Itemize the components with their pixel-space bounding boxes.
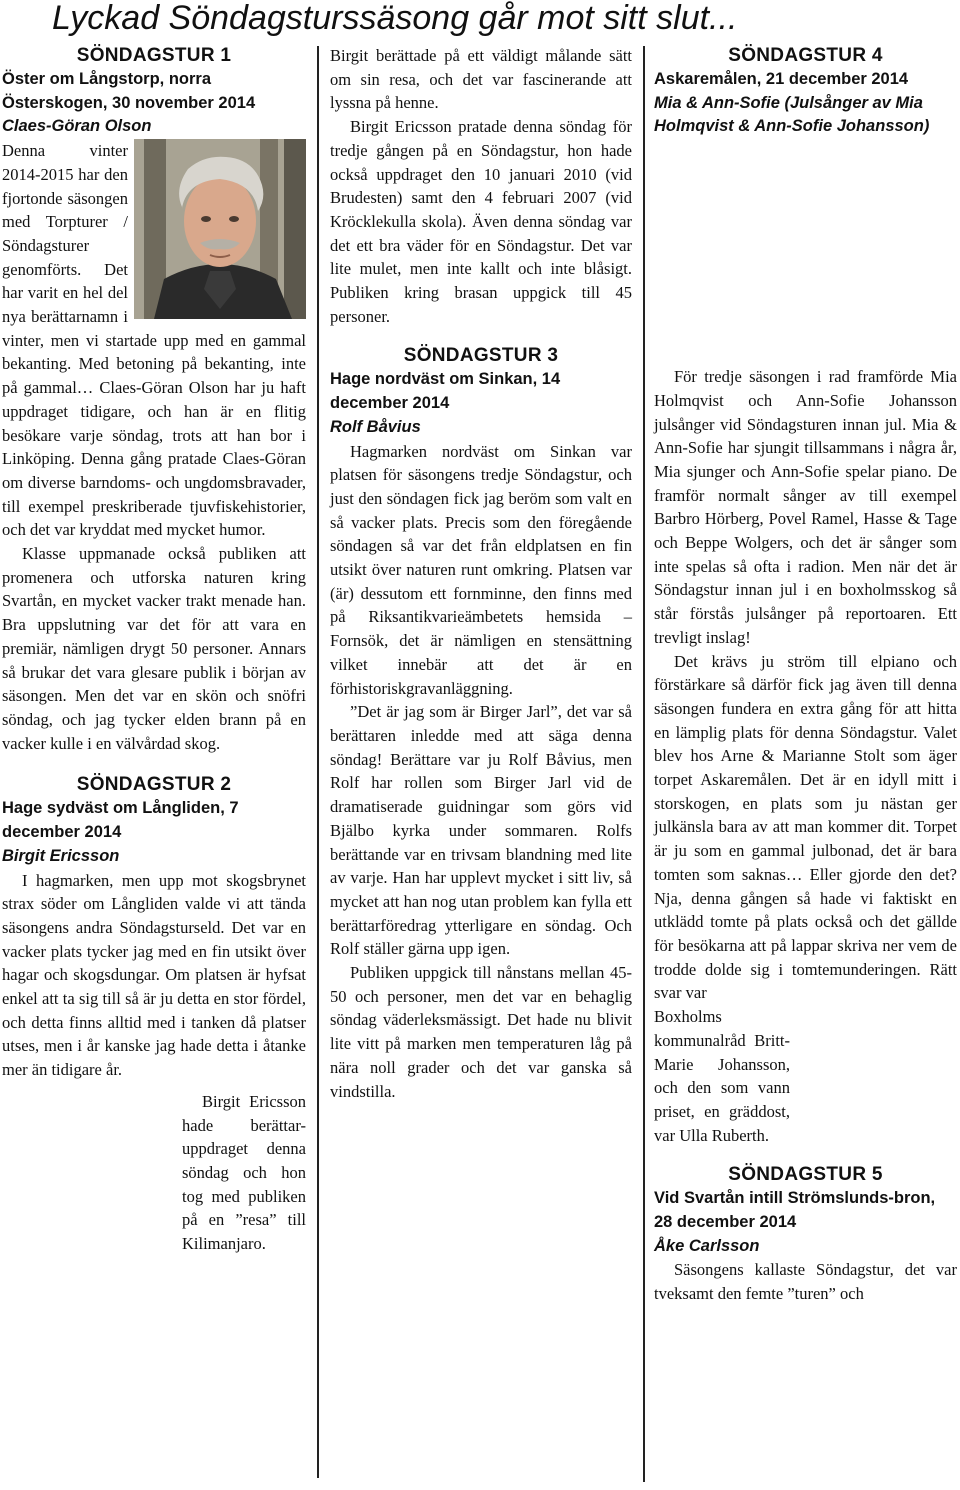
section-1-author: Claes-Göran Olson	[2, 117, 152, 136]
section-3-paragraph-2: ”Det är jag som är Birger Jarl”, det var så berättaren inledde med att säga denna söndag! Berättare var ju Rolf Båvius, men Rolf har rollen som Birger Jarl vid de dramatiserade guidningar som görs vid Bjälbo kyrka under sommaren. Rolfs berättande var en trivsam blandning med lite av varje. Han har upplevt mycket i sitt liv, så mycket att han nog utan problem kan fylla ett berättarföredrag ytterligare en söndag. Och Rolf ställer gärna upp igen.	[330, 702, 632, 959]
section-4-paragraph-1: För tredje säsongen i rad framförde Mia Holmqvist och Ann-Sofie Johansson julsånger vid Söndagsturen innan jul. Mia & Ann-Sofie har sjungit tillsammans i några år, Mia sjunger och Ann-Sofie spelar piano. De framför normalt sånger av till exempel Barbro Hörberg, Povel Ramel, Hasse & Tage och Beppe Wolgers, och det är sånger som inte spelas så ofta i radion. Men när det är Söndagstur innan jul i en boxholmsskog så står förstås julsånger på reportoaren. Ett trevligt inslag!	[654, 367, 957, 647]
section-4-spacer	[654, 139, 957, 365]
section-1-place: Öster om Långstorp, norra Österskogen, 30 november 2014	[2, 70, 256, 112]
column-3	[654, 44, 957, 1306]
section-4-paragraph-3: Boxholms kommunalråd Britt-Marie Johansson, och den som vann priset, en gräddost, var Ulla Ruberth.	[654, 1007, 790, 1145]
column-divider-right	[643, 46, 645, 1482]
section-5-place: Vid Svartån intill Strömslunds-bron, 28 december 2014	[654, 1189, 936, 1232]
section-5-heading: SÖNDAGSTUR 5	[728, 1164, 883, 1186]
column-2	[330, 44, 632, 1103]
section-3-paragraph-1: Hagmarken nordväst om Sinkan var platsen för säsongens tredje Söndagstur, och just den söndagen fick jag beröm som valt en så vacker plats. Precis som den föregående söndagen så var det från eldplatsen en fin utsikt över naturen runt omkring. Platsen var (är) dessutom ett fornminne, den finns med på Riksantikvarieämbetets hemsida – Fornsök, det är nämligen en stensättning vilket innebär att det är en förhistoriskgravanläggning.	[330, 441, 632, 698]
section-3-author: Rolf Båvius	[330, 417, 421, 436]
portrait-photo	[134, 139, 306, 319]
portrait-illustration	[134, 139, 306, 319]
section-2-heading: SÖNDAGSTUR 2	[76, 774, 232, 796]
section-2-place: Hage sydväst om Långliden, 7 december 2014	[2, 799, 239, 842]
page-title: Lyckad Söndagsturssäsong går mot sitt slut...	[52, 0, 738, 37]
section-4-author: Mia & Ann-Sofie (Julsånger av Mia Holmqvist & Ann-Sofie Johansson)	[654, 93, 930, 136]
section-1-paragraph-2: Klasse uppmanade också publiken att promenera och utforska naturen kring Svartån, en mycket vacker trakt menade han. Bra uppslutning var det för att vara en premiär, nämligen drygt 50 personer. Annars så brukar det vara glesare publik i början av säsongen. Men det var en skön och snöfri söndag, och jag tycker elden brann på en vacker kulle i en välvårdad skog.	[2, 544, 306, 753]
section-3-heading: SÖNDAGSTUR 3	[403, 345, 559, 367]
column-1	[2, 44, 306, 1256]
section-2-paragraph-1: I hagmarken, men upp mot skogsbrynet strax söder om Långliden valde vi att tända säsongens andra Söndagsturseld. Det var en vacker plats tycker jag med en fin utsikt över hagar och skogsdungar. Om platsen är hyfsat enkel att ta sig till så är ju detta en stor fördel, och detta finns alltid med i tanken då platser utses, men i år kanske jag hade detta i åtanke mer än tidigare år.	[2, 870, 306, 1080]
section-5-author: Åke Carlsson	[654, 1236, 760, 1255]
section-4-heading: SÖNDAGSTUR 4	[728, 45, 883, 66]
section-2-paragraph-2-wrap	[182, 1090, 306, 1256]
section-1-paragraph-1: Denna vinter 2014-2015 har den fjortonde säsongen med Torpturer / Söndagsturer genomförts. Det har varit en hel del nya berättarnamn i vinter, men vi startade upp med en gammal bekanting. Med betoning på bekanting, inte på gammal… Claes-Göran Olson har ju haft uppdraget tidigare, och han är en flitig besökare varje söndag, trots att han bor i Linköping. Denna gång pratade Claes-Göran om diverse barndoms- och ungdomsbravader, till exempel preskriberade tjuvfiskehistorier, och det var kryddat med mycket humor.	[2, 141, 306, 540]
column-divider-left	[317, 46, 319, 1478]
section-1-heading: SÖNDAGSTUR 1	[76, 45, 232, 66]
section-4-place: Askaremålen, 21 december 2014	[654, 70, 909, 88]
section-2-paragraph-2: Birgit Ericsson hade berättar-uppdraget denna söndag och hon tog med publiken på en ”resa” till Kilimanjaro.	[182, 1091, 306, 1254]
section-3-place: Hage nordväst om Sinkan, 14 december 2014	[330, 370, 561, 413]
section-4-paragraph-2: Det krävs ju ström till elpiano och förstärkare så därför fick jag även till denna säsongen fundera en extra gång för att hitta en lämplig plats för denna Söndagstur. Valet blev hos Arne & Marianne Stolt som äger torpet Askaremålen. Det är en idyll mitt i storskogen, en plats som ju nästan ger julkänsla bara av att man kommer dit. Torpet är ju som en gammal julbonad, det är bara tomten som saknas… Eller gjorde den det? Nja, denna gången så hade vi faktiskt en utklädd tomte på plats också och det gällde för besökarna att på lappar skriva ner vem de trodde dolde sig i tomtemunderingen. Rätt svar var	[654, 651, 957, 1003]
section-3-paragraph-3: Publiken uppgick till nånstans mellan 45-50 och personer, men det var en behaglig söndag väderleksmässigt. Det hade nu blivit lite vitt på marken men temperaturen låg på nära noll grader och det var ganska så vindstilla.	[330, 963, 632, 1101]
section-2-paragraph-3: Birgit berättade på ett väldigt målande sätt om sin resa, och det var fascinerande att lyssna på henne.	[330, 46, 632, 113]
section-2-author: Birgit Ericsson	[2, 846, 120, 865]
section-5-paragraph-1: Säsongens kallaste Söndagstur, det var tveksamt den femte ”turen” och	[654, 1260, 957, 1304]
section-2-paragraph-4: Birgit Ericsson pratade denna söndag för tredje gången på en Söndagstur, hon hade också uppdraget den 10 januari 2010 (vid Brudesten) samt den 4 februari 2007 (vid Kröcklekulla skola). Även denna söndag var det ett bra väder för en Söndagstur. Det var lite mulet, men inte kallt och inte blåsigt. Publiken kring brasan uppgick till 45 personer.	[330, 117, 632, 326]
